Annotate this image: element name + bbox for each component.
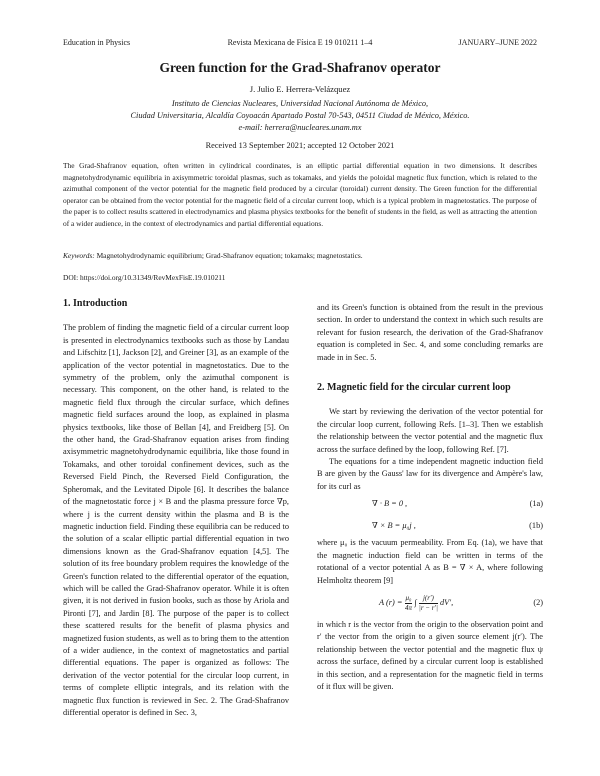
equation-2-lhs: A (r) = <box>379 597 405 607</box>
section-1-heading: 1. Introduction <box>63 298 128 309</box>
equation-2-body <box>379 587 453 619</box>
author: J. Julio E. Herrera-Velázquez <box>249 84 351 94</box>
received-dates: Received 13 September 2021; accepted 12 October 2021 <box>205 141 395 150</box>
equation-1a-number: (1a) <box>529 499 543 509</box>
equation-2-number: (2) <box>533 597 543 607</box>
equation-2-coefficient-numerator: μ₀ <box>405 593 412 602</box>
equation-2 <box>317 587 543 619</box>
keywords <box>63 251 537 260</box>
section-2-paragraph-3: where μ₀ is the vacuum permeability. From Eq. (1a), we have that the magnetic induction field can be written in terms of the rotational of a vector potential A as B = ∇ × A, where following Helmholtz theorem [9] <box>317 538 543 585</box>
intro-paragraph: The problem of finding the magnetic field of a circular current loop is presented in electrodynamics textbooks such as those by Landau and Lifschitz [1], Jackson [2], and Greiner [3], as an example of the application of the vector potential in magnetostatics. Due to the symmetry of the problem, only the azimuthal component is necessary. This component, on the other hand, is related to the magnetic field flux through the circular surface, which defines magnetic field surfaces around the loop, as explained in plasma physics textbooks, like those of Bellan [4], and Freidberg [5]. On the other hand, the Grad-Shafranov equation arises from finding axisymmetric magnetohydrodynamic equilibria, like those found in Tokamaks, and other toroidal confinement devices, such as the Reversed Field Pinch, the Reversed Field Configuration, the Spheromak, and the Levitated Dipole [6]. It describes the balance of the magnetostatic force j × B and the plasma pressure force ∇p, where j is the current density within the plasma and B is the magnetic induction field. Finding these equilibria can be reduced to the solution of a scalar elliptic partial differential equation in two dimensions known as the Grad-Shafranov equation [4,5]. The solution of its free boundary problem requires the knowledge of the Green's function related to the differential operator of the equation, which will be called the Grad-Shafranov operator. While it is often given, it is not derived in fusion books, such as those by Ariola and Pironti [7], and Jardin [8]. The purpose of the paper is to collect these scattered results for the benefit of plasma physics and magnetized fusion students, as well as to bring them to the attention of a wider audience, in the context of magnetostatics and partial differential equations. The paper is organized as follows: The derivation of the vector potential for the circular loop current, in terms of complete elliptic integrals, and its relation with the magnetic flux function is reviewed in Sec. 2. The Grad-Shafranov differential operator is defined in Sec. 3, <box>63 323 289 717</box>
left-column <box>63 298 289 719</box>
section-2-heading: 2. Magnetic field for the circular current loop <box>317 382 511 394</box>
issue-date: JANUARY–JUNE 2022 <box>458 38 537 47</box>
equation-1b-body: ∇ × B = μ₀j , <box>372 521 416 531</box>
equation-2-integral: ∫ <box>414 597 419 607</box>
section-2-paragraph-4: in which r is the vector from the origin to the observation point and r′ the vector from the origin to a given source element j(r′). The relationship between the vector potential and the magnetic flux ψ across the surface, defined by a circular current loop is established in this section, and a representation for the magnetic field in terms of it flux will be given. <box>317 619 543 691</box>
equation-1b-number: (1b) <box>529 521 543 531</box>
journal-citation: Revista Mexicana de Física E 19 010211 1–4 <box>227 38 373 47</box>
equation-2-coefficient-denominator: 4π <box>404 603 412 612</box>
equation-1b <box>317 515 543 537</box>
abstract: The Grad-Shafranov equation, often written in cylindrical coordinates, is an elliptic partial differential equation in two dimensions. It describes magnetohydrodynamic equilibria in axisymmetric toroidal plasmas, such as tokamaks, and yields the poloidal magnetic flux function, which is related to the azimuthal component of the vector potential for the magnetic field produced by a circular (toroidal) current density. The Green function for the differential operator can be obtained from the vector potential for the magnetic field of a circular current loop, which is a typical problem in magnetostatics. The purpose of the paper is to collect results scattered in electrodynamics and plasma physics textbooks for the benefit of students in the field, as well as attracting the attention of a wider audience, in the context of electrodynamics and partial differential equations. <box>63 161 537 228</box>
affiliation-line-2: Ciudad Universitaria, Alcaldía Coyoacán Apartado Postal 70-543, 04511 Ciudad de México, México. <box>130 111 470 120</box>
equation-2-integrand <box>419 594 438 613</box>
equation-2-tail: dV′, <box>440 597 454 607</box>
equation-2-integrand-denominator: |r − r′| <box>418 603 438 612</box>
right-column <box>317 302 543 693</box>
doi-link[interactable]: DOI: https://doi.org/10.31349/RevMexFisE.19.010211 <box>63 273 226 282</box>
keywords-label: Keywords: <box>63 251 95 260</box>
keywords-text: Magnetohydrodynamic equilibrium; Grad-Shafranov equation; tokamaks; magnetostatics. <box>96 251 363 260</box>
journal-section: Education in Physics <box>63 38 131 47</box>
section-2-paragraph-1: We start by reviewing the derivation of the vector potential for the circular loop current, following Refs. [1–3]. Then we establish the relationship between the vector potential and the magnetic flux across the surface defined by the loop, following Ref. [7]. <box>317 407 543 454</box>
equation-1a <box>317 493 543 515</box>
author-email: e-mail: herrera@nucleares.unam.mx <box>238 123 362 132</box>
paper-title: Green function for the Grad-Shafranov operator <box>159 60 441 75</box>
equation-2-integrand-numerator: j(r′) <box>419 594 438 604</box>
intro-continuation: and its Green's function is obtained from the result in the previous section. In order to understand the context in which such results are relevant for fusion research, the derivation of the Grad-Shafranov equation is completed in Sec. 4, and some concluding remarks are made in in Sec. 5. <box>317 303 543 362</box>
equation-1a-body: ∇ · B = 0 , <box>372 499 408 509</box>
equation-2-coefficient <box>405 594 413 613</box>
affiliation-line-1: Instituto de Ciencias Nucleares, Universidad Nacional Autónoma de México, <box>171 99 429 108</box>
section-2-paragraph-2: The equations for a time independent magnetic induction field B are given by the Gauss' law for its divergence and Ampère's law, for its curl as <box>317 457 543 491</box>
